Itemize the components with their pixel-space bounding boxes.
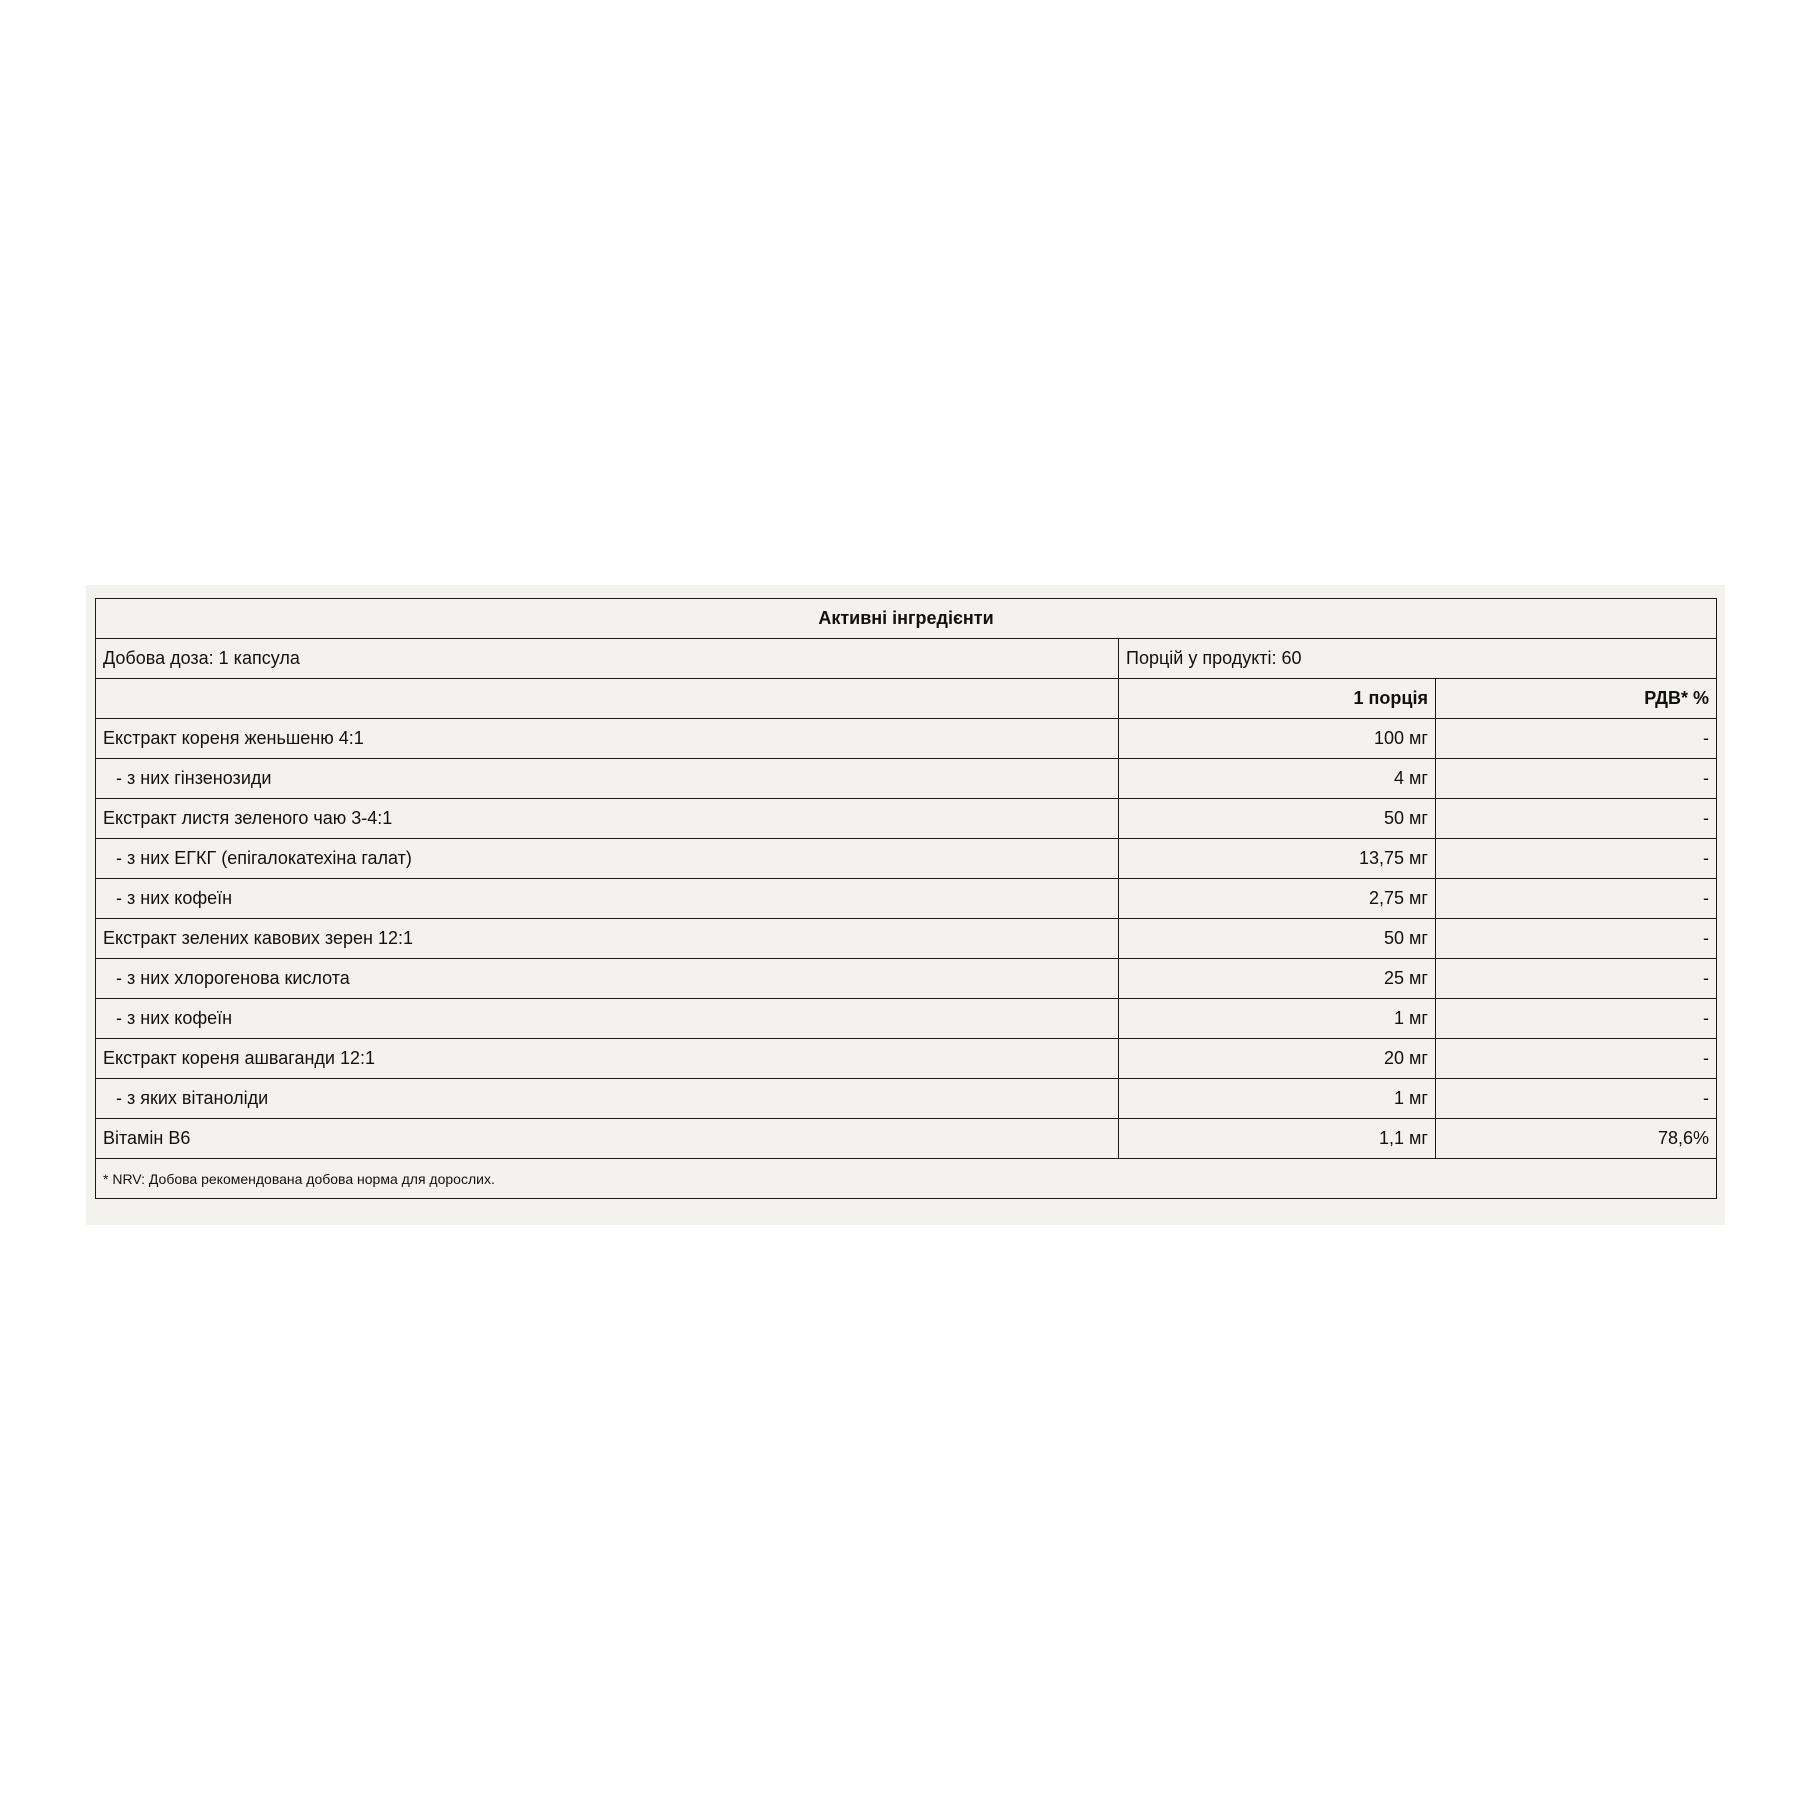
ingredient-rdv: - bbox=[1436, 879, 1717, 919]
ingredient-name: - з них хлорогенова кислота bbox=[96, 959, 1119, 999]
table-row bbox=[96, 959, 1717, 999]
ingredient-amount: 1 мг bbox=[1119, 1079, 1436, 1119]
ingredients-panel bbox=[86, 585, 1725, 1225]
table-row bbox=[96, 1119, 1717, 1159]
ingredients-table bbox=[95, 598, 1717, 1199]
table-row bbox=[96, 1039, 1717, 1079]
ingredient-name: - з них гінзенозиди bbox=[96, 759, 1119, 799]
table-row bbox=[96, 799, 1717, 839]
ingredient-rdv: - bbox=[1436, 839, 1717, 879]
ingredient-name: Екстракт кореня женьшеню 4:1 bbox=[96, 719, 1119, 759]
ingredient-amount: 20 мг bbox=[1119, 1039, 1436, 1079]
header-empty-cell bbox=[96, 679, 1119, 719]
ingredient-name: - з них кофеїн bbox=[96, 999, 1119, 1039]
table-row bbox=[96, 879, 1717, 919]
ingredient-amount: 4 мг bbox=[1119, 759, 1436, 799]
ingredient-name: - з яких вітаноліди bbox=[96, 1079, 1119, 1119]
daily-dose: Добова доза: 1 капсула bbox=[96, 639, 1119, 679]
footnote-row bbox=[96, 1159, 1717, 1199]
column-header-rdv: РДВ* % bbox=[1436, 679, 1717, 719]
table-title-row bbox=[96, 599, 1717, 639]
ingredient-amount: 2,75 мг bbox=[1119, 879, 1436, 919]
ingredient-rdv: - bbox=[1436, 799, 1717, 839]
table-row bbox=[96, 919, 1717, 959]
column-header-row bbox=[96, 679, 1717, 719]
ingredient-amount: 50 мг bbox=[1119, 799, 1436, 839]
ingredient-rdv: - bbox=[1436, 959, 1717, 999]
table-row bbox=[96, 719, 1717, 759]
ingredient-rdv: 78,6% bbox=[1436, 1119, 1717, 1159]
ingredient-rdv: - bbox=[1436, 1039, 1717, 1079]
column-header-portion: 1 порція bbox=[1119, 679, 1436, 719]
table-row bbox=[96, 759, 1717, 799]
ingredient-rdv: - bbox=[1436, 1079, 1717, 1119]
ingredient-name: Екстракт кореня ашваганди 12:1 bbox=[96, 1039, 1119, 1079]
serving-info-row bbox=[96, 639, 1717, 679]
ingredient-amount: 1 мг bbox=[1119, 999, 1436, 1039]
ingredient-amount: 50 мг bbox=[1119, 919, 1436, 959]
table-row bbox=[96, 999, 1717, 1039]
ingredient-rdv: - bbox=[1436, 759, 1717, 799]
ingredient-amount: 1,1 мг bbox=[1119, 1119, 1436, 1159]
ingredient-amount: 13,75 мг bbox=[1119, 839, 1436, 879]
ingredient-rdv: - bbox=[1436, 999, 1717, 1039]
ingredient-name: Вітамін В6 bbox=[96, 1119, 1119, 1159]
ingredient-amount: 25 мг bbox=[1119, 959, 1436, 999]
ingredient-amount: 100 мг bbox=[1119, 719, 1436, 759]
footnote: * NRV: Добова рекомендована добова норма для дорослих. bbox=[96, 1159, 1717, 1199]
ingredient-name: Екстракт листя зеленого чаю 3-4:1 bbox=[96, 799, 1119, 839]
ingredient-name: - з них кофеїн bbox=[96, 879, 1119, 919]
table-row bbox=[96, 839, 1717, 879]
servings-per-product: Порцій у продукті: 60 bbox=[1119, 639, 1717, 679]
ingredient-name: - з них ЕГКГ (епігалокатехіна галат) bbox=[96, 839, 1119, 879]
table-row bbox=[96, 1079, 1717, 1119]
ingredient-rdv: - bbox=[1436, 919, 1717, 959]
ingredient-rdv: - bbox=[1436, 719, 1717, 759]
ingredient-name: Екстракт зелених кавових зерен 12:1 bbox=[96, 919, 1119, 959]
table-title: Активні інгредієнти bbox=[96, 599, 1717, 639]
